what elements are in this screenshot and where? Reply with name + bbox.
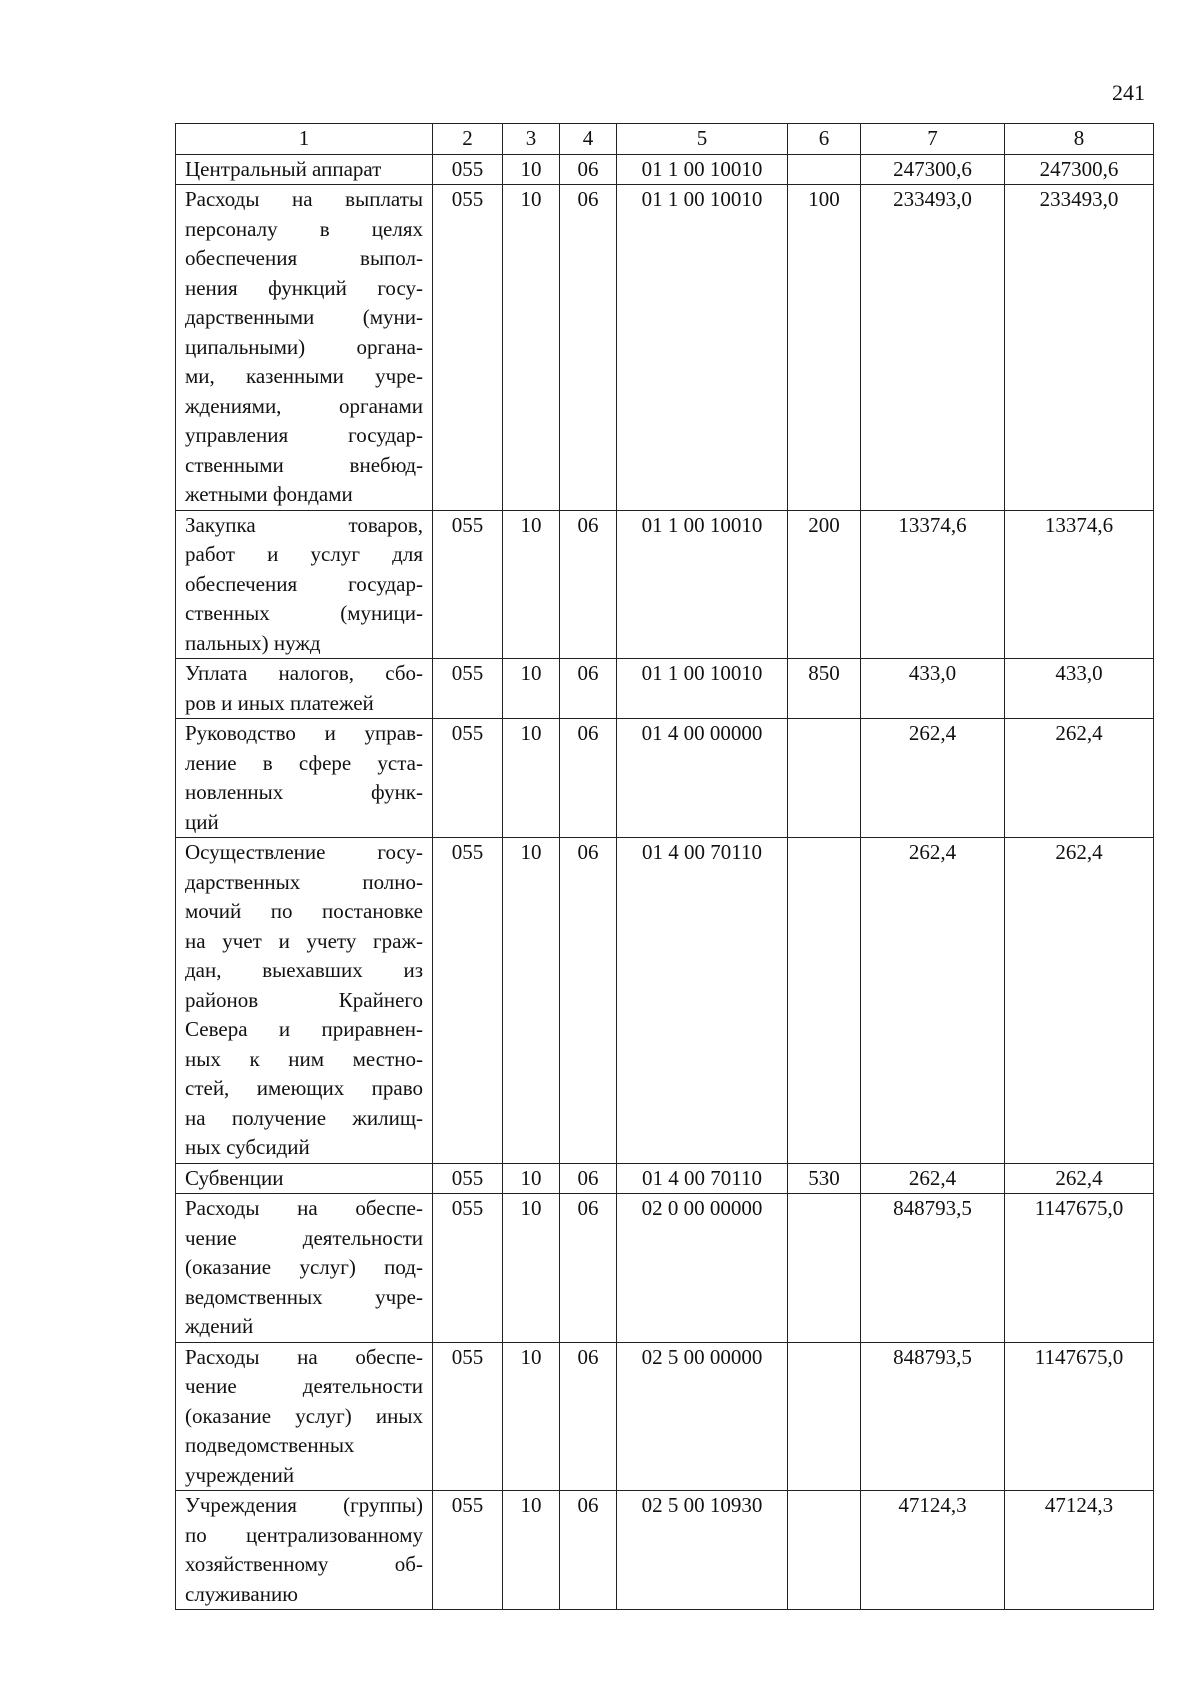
- section-cell: 10: [503, 1163, 560, 1194]
- header-cell-3: 3: [503, 124, 560, 155]
- description-line: на учет и учету граж-: [185, 928, 423, 953]
- row-description: [176, 1194, 433, 1343]
- amount-col7-cell: 848793,5: [861, 1194, 1005, 1343]
- description-line: обеспечения государ-: [185, 571, 423, 596]
- description-line: ведомственных учре-: [185, 1284, 423, 1309]
- description-line: служиванию: [185, 1581, 298, 1606]
- amount-col7-cell: 262,4: [861, 1163, 1005, 1194]
- target-article-cell: 01 1 00 10010: [617, 185, 788, 511]
- expense-type-cell: [788, 1342, 861, 1491]
- amount-col7-cell: 262,4: [861, 838, 1005, 1164]
- description-line: ров и иных платежей: [185, 690, 374, 715]
- description-line: Осуществление госу-: [185, 840, 423, 864]
- description-line: дарственных полно-: [185, 869, 423, 894]
- page-number: 241: [1112, 80, 1145, 105]
- table-row: [176, 719, 1154, 838]
- target-article-cell: 01 4 00 00000: [617, 719, 788, 838]
- ministry-code-cell: 055: [433, 1194, 503, 1343]
- table-body: [176, 154, 1154, 1610]
- expense-type-cell: 100: [788, 185, 861, 511]
- section-cell: 10: [503, 1342, 560, 1491]
- description-line: Центральный аппарат: [185, 156, 382, 181]
- budget-table: [175, 123, 1154, 1610]
- amount-col7-cell: 47124,3: [861, 1491, 1005, 1610]
- table-row: [176, 185, 1154, 511]
- amount-col8-cell: 13374,6: [1005, 510, 1154, 659]
- description-line: (оказание услуг) иных: [185, 1403, 423, 1428]
- row-description: [176, 185, 433, 511]
- amount-col8-cell: 247300,6: [1005, 154, 1154, 185]
- section-cell: 10: [503, 659, 560, 719]
- ministry-code-cell: 055: [433, 1163, 503, 1194]
- table-row: [176, 1491, 1154, 1610]
- ministry-code-cell: 055: [433, 838, 503, 1164]
- amount-col8-cell: 47124,3: [1005, 1491, 1154, 1610]
- description-line: ждений: [185, 1314, 254, 1338]
- table-header-row: [176, 124, 1154, 155]
- ministry-code-cell: 055: [433, 154, 503, 185]
- row-description: [176, 1163, 433, 1194]
- amount-col8-cell: 262,4: [1005, 838, 1154, 1164]
- expense-type-cell: [788, 154, 861, 185]
- description-line: работ и услуг для: [185, 542, 423, 566]
- expense-type-cell: [788, 719, 861, 838]
- description-line: чение деятельности: [185, 1374, 423, 1398]
- description-line: чение деятельности: [185, 1225, 423, 1250]
- section-cell: 10: [503, 838, 560, 1164]
- description-line: ление в сфере уста-: [185, 750, 423, 775]
- description-line: обеспечения выпол-: [185, 246, 423, 270]
- description-line: Уплата налогов, сбо-: [185, 661, 423, 685]
- amount-col7-cell: 233493,0: [861, 185, 1005, 511]
- description-line: дан, выехавших из: [185, 958, 423, 982]
- table-row: [176, 838, 1154, 1164]
- amount-col7-cell: 247300,6: [861, 154, 1005, 185]
- amount-col8-cell: 262,4: [1005, 1163, 1154, 1194]
- description-line: ственных (муници-: [185, 601, 423, 625]
- description-line: на получение жилищ-: [185, 1105, 423, 1130]
- subsection-cell: 06: [560, 838, 617, 1164]
- amount-col7-cell: 433,0: [861, 659, 1005, 719]
- section-cell: 10: [503, 154, 560, 185]
- description-line: дарственными (муни-: [185, 305, 423, 329]
- expense-type-cell: [788, 1194, 861, 1343]
- description-line: ных к ним местно-: [185, 1046, 423, 1071]
- table-row: [176, 1342, 1154, 1491]
- description-line: подведомственных: [185, 1433, 355, 1457]
- row-description: [176, 838, 433, 1164]
- section-cell: 10: [503, 510, 560, 659]
- description-line: ций: [185, 809, 219, 834]
- amount-col8-cell: 1147675,0: [1005, 1342, 1154, 1491]
- ministry-code-cell: 055: [433, 719, 503, 838]
- description-line: мочий по постановке: [185, 899, 423, 923]
- section-cell: 10: [503, 1194, 560, 1343]
- section-cell: 10: [503, 185, 560, 511]
- description-line: ственными внебюд-: [185, 452, 423, 477]
- expense-type-cell: [788, 838, 861, 1164]
- amount-col8-cell: 433,0: [1005, 659, 1154, 719]
- target-article-cell: 01 1 00 10010: [617, 510, 788, 659]
- description-line: районов Крайнего: [185, 987, 423, 1012]
- ministry-code-cell: 055: [433, 185, 503, 511]
- section-cell: 10: [503, 719, 560, 838]
- description-line: персоналу в целях: [185, 216, 423, 241]
- amount-col7-cell: 262,4: [861, 719, 1005, 838]
- description-line: Севера и приравнен-: [185, 1017, 423, 1041]
- table-row: [176, 659, 1154, 719]
- description-line: Субвенции: [185, 1165, 284, 1190]
- amount-col7-cell: 13374,6: [861, 510, 1005, 659]
- description-line: Расходы на обеспе-: [185, 1196, 423, 1220]
- description-line: жетными фондами: [185, 482, 353, 506]
- ministry-code-cell: 055: [433, 1342, 503, 1491]
- description-line: стей, имеющих право: [185, 1076, 423, 1100]
- amount-col7-cell: 848793,5: [861, 1342, 1005, 1491]
- header-cell-5: 5: [617, 124, 788, 155]
- description-line: Руководство и управ-: [185, 721, 423, 745]
- description-line: Закупка товаров,: [185, 512, 423, 537]
- description-line: ми, казенными учре-: [185, 364, 423, 388]
- ministry-code-cell: 055: [433, 1491, 503, 1610]
- description-line: нения функций госу-: [185, 275, 423, 300]
- row-description: [176, 510, 433, 659]
- row-description: [176, 659, 433, 719]
- subsection-cell: 06: [560, 154, 617, 185]
- target-article-cell: 02 5 00 10930: [617, 1491, 788, 1610]
- description-line: Расходы на обеспе-: [185, 1344, 423, 1369]
- target-article-cell: 02 5 00 00000: [617, 1342, 788, 1491]
- description-line: (оказание услуг) под-: [185, 1255, 423, 1279]
- table-row: [176, 154, 1154, 185]
- description-line: учреждений: [185, 1462, 295, 1487]
- row-description: [176, 154, 433, 185]
- description-line: по централизованному: [185, 1522, 423, 1547]
- amount-col8-cell: 262,4: [1005, 719, 1154, 838]
- description-line: новленных функ-: [185, 780, 423, 804]
- header-cell-4: 4: [560, 124, 617, 155]
- subsection-cell: 06: [560, 1342, 617, 1491]
- amount-col8-cell: 233493,0: [1005, 185, 1154, 511]
- description-line: ных субсидий: [185, 1135, 310, 1159]
- subsection-cell: 06: [560, 1491, 617, 1610]
- description-line: Расходы на выплаты: [185, 187, 423, 211]
- expense-type-cell: 530: [788, 1163, 861, 1194]
- description-line: ждениями, органами: [185, 393, 423, 418]
- target-article-cell: 01 4 00 70110: [617, 1163, 788, 1194]
- table-row: [176, 1163, 1154, 1194]
- description-line: хозяйственному об-: [185, 1552, 423, 1576]
- row-description: [176, 1342, 433, 1491]
- row-description: [176, 719, 433, 838]
- target-article-cell: 02 0 00 00000: [617, 1194, 788, 1343]
- subsection-cell: 06: [560, 510, 617, 659]
- target-article-cell: 01 1 00 10010: [617, 659, 788, 719]
- ministry-code-cell: 055: [433, 510, 503, 659]
- table-row: [176, 1194, 1154, 1343]
- expense-type-cell: 850: [788, 659, 861, 719]
- header-cell-6: 6: [788, 124, 861, 155]
- header-cell-1: 1: [176, 124, 433, 155]
- subsection-cell: 06: [560, 185, 617, 511]
- ministry-code-cell: 055: [433, 659, 503, 719]
- description-line: управления государ-: [185, 423, 423, 447]
- expense-type-cell: 200: [788, 510, 861, 659]
- subsection-cell: 06: [560, 719, 617, 838]
- header-cell-7: 7: [861, 124, 1005, 155]
- description-line: пальных) нужд: [185, 630, 321, 655]
- section-cell: 10: [503, 1491, 560, 1610]
- header-cell-8: 8: [1005, 124, 1154, 155]
- subsection-cell: 06: [560, 1194, 617, 1343]
- target-article-cell: 01 4 00 70110: [617, 838, 788, 1164]
- subsection-cell: 06: [560, 659, 617, 719]
- expense-type-cell: [788, 1491, 861, 1610]
- table-row: [176, 510, 1154, 659]
- subsection-cell: 06: [560, 1163, 617, 1194]
- amount-col8-cell: 1147675,0: [1005, 1194, 1154, 1343]
- row-description: [176, 1491, 433, 1610]
- description-line: ципальными) органа-: [185, 334, 423, 359]
- target-article-cell: 01 1 00 10010: [617, 154, 788, 185]
- description-line: Учреждения (группы): [185, 1493, 423, 1517]
- header-cell-2: 2: [433, 124, 503, 155]
